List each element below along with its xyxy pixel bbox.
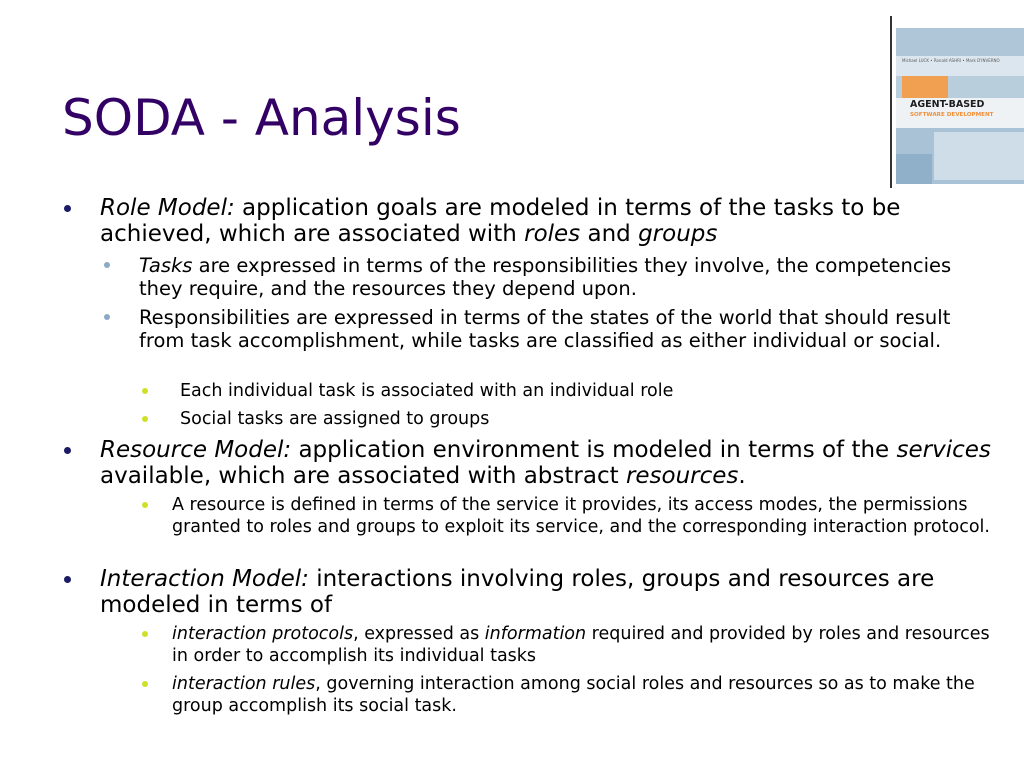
sub-sub-bullet-individual-task — [180, 380, 1010, 402]
interaction-model-label: Interaction Model: — [100, 566, 309, 592]
protocols-text-b: required and provided by roles and resources in order to accomplish its individual tasks — [172, 624, 990, 666]
responsibilities-text: Responsibilities are expressed in terms of the states of the world that should result from task accomplishment, while tasks are classified as either individual or social. — [139, 306, 951, 352]
bullet-dot — [142, 681, 148, 687]
interaction-protocols-label: interaction protocols — [172, 624, 354, 644]
sub-bullet-resource-definition — [172, 494, 1002, 538]
cover-authors: Michael LUCK • Ronald ASHRI • Mark D'INVERNO — [902, 58, 1000, 63]
sub-bullet-responsibilities — [139, 306, 989, 352]
tasks-label: Tasks — [139, 254, 193, 277]
resources-term: resources — [625, 463, 739, 489]
bullet-role-model — [100, 195, 1000, 247]
tasks-text: are expressed in terms of the responsibilities they involve, the competencies they require, and the resources they depend upon. — [139, 254, 952, 300]
sub-sub-bullet-social-tasks — [180, 408, 1010, 430]
bullet-dot — [64, 205, 71, 212]
book-cover-image — [896, 28, 1024, 184]
resource-model-text-a: application environment is modeled in terms of the — [291, 437, 897, 463]
cover-dark-block — [896, 154, 932, 184]
cover-light-block — [934, 132, 1024, 180]
role-model-and: and — [580, 221, 639, 247]
sub-bullet-interaction-protocols — [172, 623, 1002, 667]
sub-bullet-tasks — [139, 254, 989, 300]
rules-text: , governing interaction among social roles and resources so as to make the group accomplish its social task. — [172, 674, 975, 716]
resource-model-label: Resource Model: — [100, 437, 292, 463]
cover-title: AGENT-BASED — [910, 99, 985, 110]
resource-definition-text: A resource is defined in terms of the service it provides, its access modes, the permissions granted to roles and groups to exploit its service, and the corresponding interaction protocol. — [172, 495, 990, 537]
social-tasks-text: Social tasks are assigned to groups — [180, 409, 490, 429]
services-term: services — [896, 437, 991, 463]
bullet-dot — [104, 314, 110, 320]
bullet-dot — [142, 388, 148, 394]
sub-bullet-interaction-rules — [172, 673, 1002, 717]
information-term: information — [484, 624, 587, 644]
role-model-label: Role Model: — [100, 195, 235, 221]
individual-task-text: Each individual task is associated with an individual role — [180, 381, 674, 401]
interaction-model-text: interactions involving roles, groups and resources are modeled in terms of — [100, 566, 935, 618]
role-model-text-a: application goals are modeled in terms of the tasks to be achieved, which are associated with — [100, 195, 901, 247]
roles-term: roles — [524, 221, 581, 247]
cover-band-top — [896, 28, 1024, 56]
groups-term: groups — [638, 221, 718, 247]
bullet-dot — [142, 502, 148, 508]
cover-subtitle: SOFTWARE DEVELOPMENT — [910, 112, 994, 118]
bullet-resource-model — [100, 437, 1000, 489]
slide-title: SODA - Analysis — [62, 89, 461, 147]
title-divider-line — [890, 16, 892, 188]
bullet-interaction-model — [100, 566, 1000, 618]
resource-model-period: . — [738, 463, 746, 489]
bullet-dot — [142, 416, 148, 422]
bullet-dot — [104, 262, 110, 268]
bullet-dot — [64, 447, 71, 454]
protocols-text-a: , expressed as — [353, 624, 485, 644]
resource-model-text-b: available, which are associated with abstract — [100, 463, 626, 489]
bullet-dot — [64, 576, 71, 583]
bullet-dot — [142, 631, 148, 637]
interaction-rules-label: interaction rules — [172, 674, 316, 694]
